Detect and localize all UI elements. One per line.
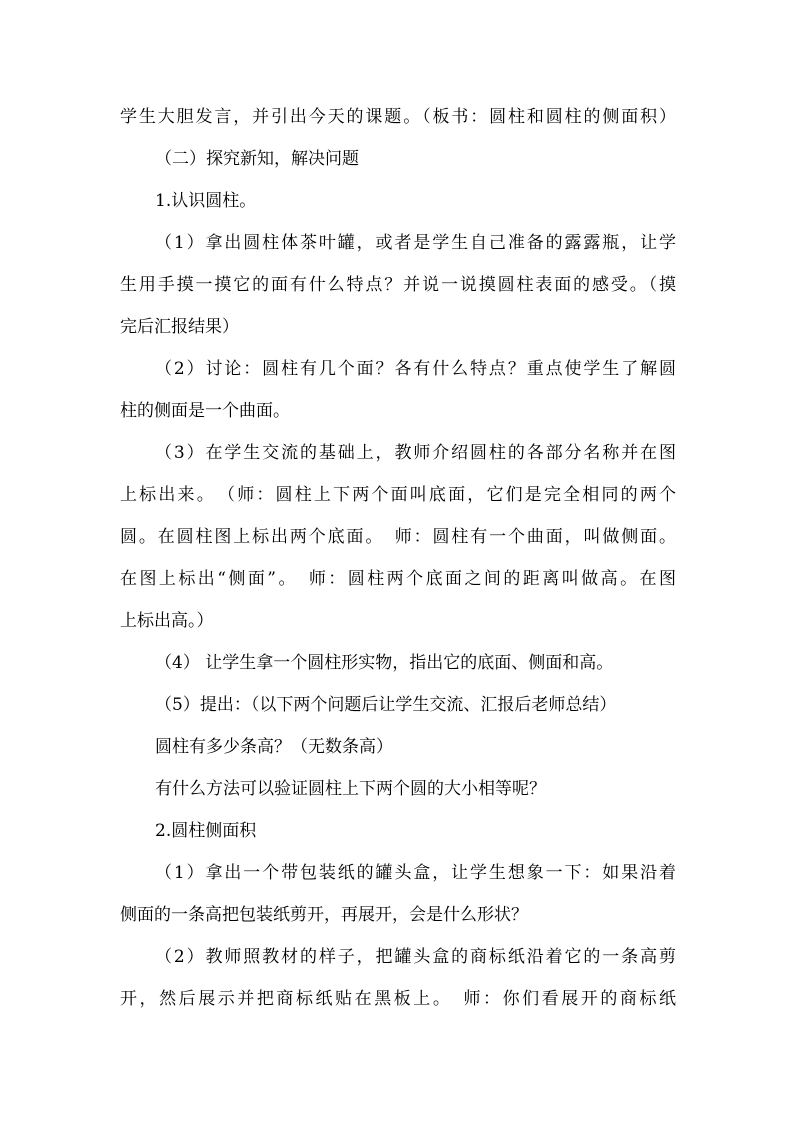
- text-line-10: 上标出来。 （师：圆柱上下两个面叫底面，它们是完全相同的两个: [120, 485, 676, 505]
- text-line-15: （5）提出：（以下两个问题后让学生交流、汇报后老师总结）: [155, 695, 617, 715]
- text-line-2: （二）探究新知，解决问题: [155, 149, 359, 169]
- text-line-13: 上标出高。）: [120, 611, 214, 631]
- text-line-14: （4） 让学生拿一个圆柱形实物，指出它的底面、侧面和高。: [155, 653, 614, 673]
- text-line-21: （2）教师照教材的样子，把罐头盒的商标纸沿着它的一条高剪: [155, 947, 676, 967]
- text-line-4: （1）拿出圆柱体茶叶罐，或者是学生自己准备的露露瓶，让学: [155, 233, 676, 253]
- text-line-7: （2）讨论：圆柱有几个面？各有什么特点？重点使学生了解圆: [155, 359, 676, 379]
- text-line-8: 柱的侧面是一个曲面。: [120, 401, 290, 421]
- text-line-1: 学生大胆发言，并引出今天的课题。（板书：圆柱和圆柱的侧面积）: [120, 107, 676, 127]
- text-line-19: （1）拿出一个带包装纸的罐头盒，让学生想象一下：如果沿着: [155, 863, 676, 883]
- text-line-12: 在图上标出“侧面”。 师：圆柱两个底面之间的距离叫做高。在图: [120, 569, 676, 589]
- text-line-6: 完后汇报结果）: [120, 317, 239, 337]
- text-line-22: 开，然后展示并把商标纸贴在黑板上。 师：你们看展开的商标纸: [120, 989, 676, 1009]
- text-line-3: 1.认识圆柱。: [155, 191, 257, 211]
- text-line-20: 侧面的一条高把包装纸剪开，再展开，会是什么形状？: [120, 905, 528, 925]
- text-line-17: 有什么方法可以验证圆柱上下两个圆的大小相等呢？: [155, 779, 546, 799]
- text-line-5: 生用手摸一摸它的面有什么特点？并说一说摸圆柱表面的感受。（摸: [120, 275, 676, 295]
- text-line-16: 圆柱有多少条高？（无数条高）: [155, 737, 393, 757]
- text-line-11: 圆。在圆柱图上标出两个底面。 师：圆柱有一个曲面，叫做侧面。: [120, 527, 676, 547]
- text-line-9: （3）在学生交流的基础上，教师介绍圆柱的各部分名称并在图: [155, 443, 676, 463]
- text-line-18: 2.圆柱侧面积: [155, 821, 257, 841]
